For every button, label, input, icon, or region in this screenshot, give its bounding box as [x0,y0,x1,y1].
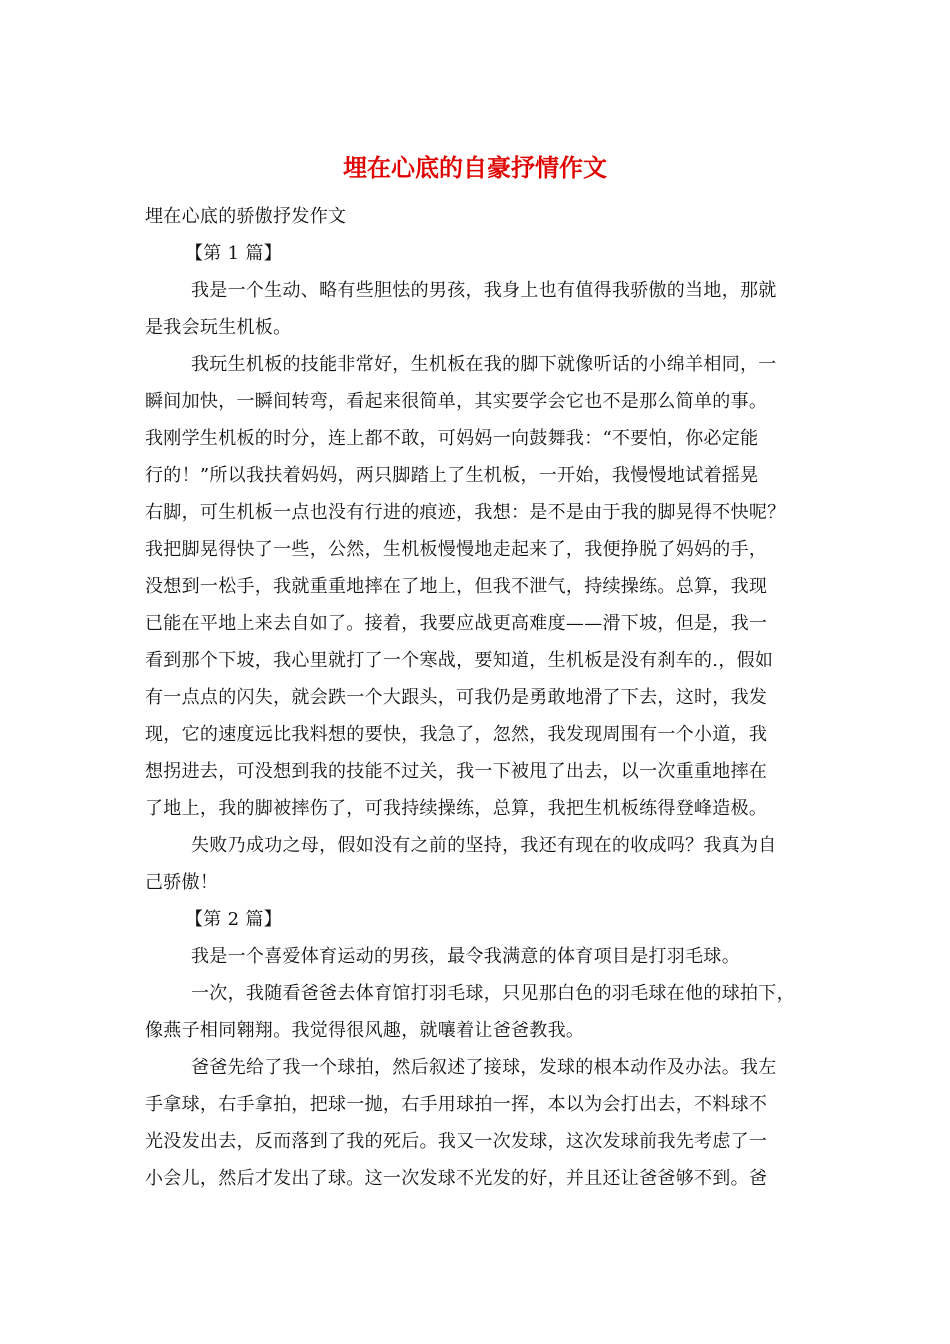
paragraph-line: 现，它的速度远比我料想的要快，我急了，忽然，我发现周围有一个小道，我 [145,724,768,745]
paragraph-line: 了地上，我的脚被摔伤了，可我持续操练，总算，我把生机板练得登峰造极。 [145,798,768,819]
paragraph-line: 已能在平地上来去自如了。接着，我要应战更高难度——滑下坡，但是，我一 [145,613,768,634]
paragraph-line: 爸爸先给了我一个球拍，然后叙述了接球，发球的根本动作及办法。我左 [191,1057,777,1078]
paragraph-line: 我是一个喜爱体育运动的男孩，最令我满意的体育项目是打羽毛球。 [191,946,740,967]
paragraph-line: 右脚，可生机板一点也没有行进的痕迹，我想：是不是由于我的脚晃得不快呢？ [145,502,786,523]
paragraph-line: 行的！”所以我扶着妈妈，两只脚踏上了生机板，一开始，我慢慢地试着摇晃 [145,465,759,486]
paragraph-line: 失败乃成功之母，假如没有之前的坚持，我还有现在的收成吗？我真为自 [191,835,777,856]
paragraph-line: 是我会玩生机板。 [145,317,292,338]
paragraph-line: 瞬间加快，一瞬间转弯，看起来很简单，其实要学会它也不是那么简单的事。 [145,391,768,412]
paragraph-line: 没想到一松手，我就重重地摔在了地上，但我不泄气，持续操练。总算，我现 [145,576,768,597]
paragraph-line: 有一点点的闪失，就会跌一个大跟头，可我仍是勇敢地滑了下去，这时，我发 [145,687,768,708]
paragraph-line: 手拿球，右手拿拍，把球一抛，右手用球拍一挥，本以为会打出去，不料球不 [145,1094,768,1115]
paragraph-line: 光没发出去，反而落到了我的死后。我又一次发球，这次发球前我先考虑了一 [145,1131,768,1152]
document-subtitle: 埋在心底的骄傲抒发作文 [145,206,347,227]
section-heading-2: 【第 2 篇】 [185,909,282,930]
paragraph-line: 想拐进去，可没想到我的技能不过关，我一下被甩了出去，以一次重重地摔在 [145,761,768,782]
paragraph-line: 小会儿，然后才发出了球。这一次发球不光发的好，并且还让爸爸够不到。爸 [145,1168,768,1189]
document-title: 埋在心底的自豪抒情作文 [343,153,607,182]
section-heading-1: 【第 1 篇】 [185,243,282,264]
paragraph-line: 一次，我随看爸爸去体育馆打羽毛球，只见那白色的羽毛球在他的球拍下， [191,983,795,1004]
paragraph-line: 己骄傲！ [145,872,219,893]
paragraph-line: 我把脚晃得快了一些，公然，生机板慢慢地走起来了，我便挣脱了妈妈的手， [145,539,768,560]
paragraph-line: 我刚学生机板的时分，连上都不敢，可妈妈一向鼓舞我：“不要怕，你必定能 [145,428,759,449]
paragraph-line: 我玩生机板的技能非常好，生机板在我的脚下就像听话的小绵羊相同，一 [191,354,777,375]
paragraph-line: 看到那个下坡，我心里就打了一个寒战，要知道，生机板是没有刹车的.，假如 [145,650,774,671]
paragraph-line: 像燕子相同翱翔。我觉得很风趣，就嚷着让爸爸教我。 [145,1020,585,1041]
document-body [145,198,815,1197]
paragraph-line: 我是一个生动、略有些胆怯的男孩，我身上也有值得我骄傲的当地，那就 [191,280,777,301]
